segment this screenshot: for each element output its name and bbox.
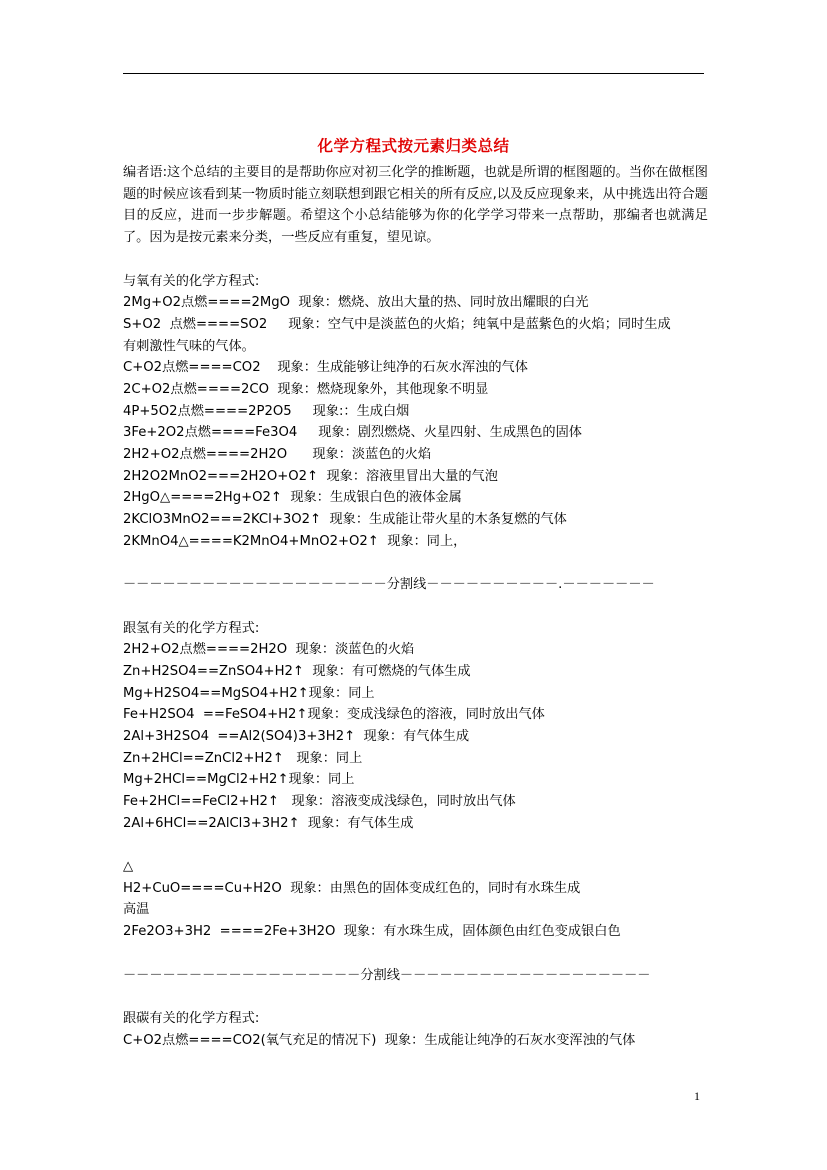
equation-line: 2Fe2O3+3H2 ====2Fe+3H2O 现象：有水珠生成，固体颜色由红色变成银白色 bbox=[123, 924, 621, 940]
section-separator: －－－－－－－－－－－－－－－－－－分割线－－－－－－－－－－－－－－－－－－－ bbox=[123, 967, 651, 983]
equation-line: 2Al+3H2SO4 ==Al2(SO4)3+3H2↑ 现象：有气体生成 bbox=[123, 728, 470, 744]
document-title: 化学方程式按元素归类总结 bbox=[317, 137, 510, 155]
intro-paragraph: 编者语:这个总结的主要目的是帮助你应对初三化学的推断题，也就是所谓的框图题的。当你在做框图题的时候应该看到某一物质时能立刻联想到跟它相关的所有反应,以及反应现象来，从中挑选出符合题目的反应，进而一步步解题。希望这个小总结能够为你的化学学习带来一点帮助，那编者也就满足了。因为是按元素来分类，一些反应有重复，望见谅。 bbox=[123, 165, 708, 246]
equation-line: C+O2点燃====CO2(氧气充足的情况下) 现象：生成能让纯净的石灰水变浑浊的气体 bbox=[123, 1032, 636, 1048]
condition-mark: 高温 bbox=[123, 902, 150, 918]
equation-line: Zn+2HCl==ZnCl2+H2↑ 现象：同上 bbox=[123, 750, 363, 766]
equation-line: 2H2+O2点燃====2H2O 现象：淡蓝色的火焰 bbox=[123, 642, 415, 658]
carbon-heading: 跟碳有关的化学方程式: bbox=[123, 1010, 260, 1026]
equation-line: 2H2O2MnO2===2H2O+O2↑ 现象：溶液里冒出大量的气泡 bbox=[123, 468, 498, 484]
condition-mark: △ bbox=[123, 859, 134, 875]
equation-line: 4P+5O2点燃====2P2O5 现象:：生成白烟 bbox=[123, 403, 410, 419]
page-number: 1 bbox=[694, 1089, 700, 1103]
equation-line: Fe+H2SO4 ==FeSO4+H2↑现象：变成浅绿色的溶液，同时放出气体 bbox=[123, 707, 545, 723]
equation-line: Mg+H2SO4==MgSO4+H2↑现象：同上 bbox=[123, 685, 375, 701]
header-rule bbox=[123, 73, 704, 74]
oxygen-heading: 与氧有关的化学方程式: bbox=[123, 273, 260, 289]
document-body bbox=[123, 162, 708, 1051]
equation-line: 2KMnO4△====K2MnO4+MnO2+O2↑ 现象：同上， bbox=[123, 533, 467, 549]
equation-line: H2+CuO====Cu+H2O 现象：由黑色的固体变成红色的，同时有水珠生成 bbox=[123, 880, 581, 896]
equation-line: 2H2+O2点燃====2H2O 现象：淡蓝色的火焰 bbox=[123, 447, 432, 462]
section-separator: －－－－－－－－－－－－－－－－－－－－分割线－－－－－－－－－－.－－－－－－－ bbox=[123, 577, 655, 593]
equation-line: C+O2点燃====CO2 现象：生成能够让纯净的石灰水浑浊的气体 bbox=[123, 360, 528, 376]
equation-line: 2Al+6HCl==2AlCl3+3H2↑ 现象：有气体生成 bbox=[123, 815, 414, 831]
equation-line: 2Mg+O2点燃====2MgO 现象：燃烧、放出大量的热、同时放出耀眼的白光 bbox=[123, 295, 589, 311]
equation-line: 3Fe+2O2点燃====Fe3O4 现象：剧烈燃烧、火星四射、生成黑色的固体 bbox=[123, 425, 582, 441]
equation-line: 2HgO△====2Hg+O2↑ 现象：生成银白色的液体金属 bbox=[123, 490, 462, 506]
equation-line: 2KClO3MnO2===2KCl+3O2↑ 现象：生成能让带火星的木条复燃的气体 bbox=[123, 512, 567, 528]
equation-line: Mg+2HCl==MgCl2+H2↑现象：同上 bbox=[123, 772, 355, 788]
equation-line: S+O2 点燃====SO2 现象：空气中是淡蓝色的火焰；纯氧中是蓝紫色的火焰；同时生成 bbox=[123, 316, 671, 332]
equation-line: Zn+H2SO4==ZnSO4+H2↑ 现象：有可燃烧的气体生成 bbox=[123, 663, 471, 679]
equation-line: Fe+2HCl==FeCl2+H2↑ 现象：溶液变成浅绿色，同时放出气体 bbox=[123, 794, 516, 809]
equation-line: 2C+O2点燃====2CO 现象：燃烧现象外，其他现象不明显 bbox=[123, 381, 489, 397]
hydrogen-heading: 跟氢有关的化学方程式: bbox=[123, 620, 260, 636]
equation-line: 有刺激性气味的气体。 bbox=[123, 338, 255, 354]
